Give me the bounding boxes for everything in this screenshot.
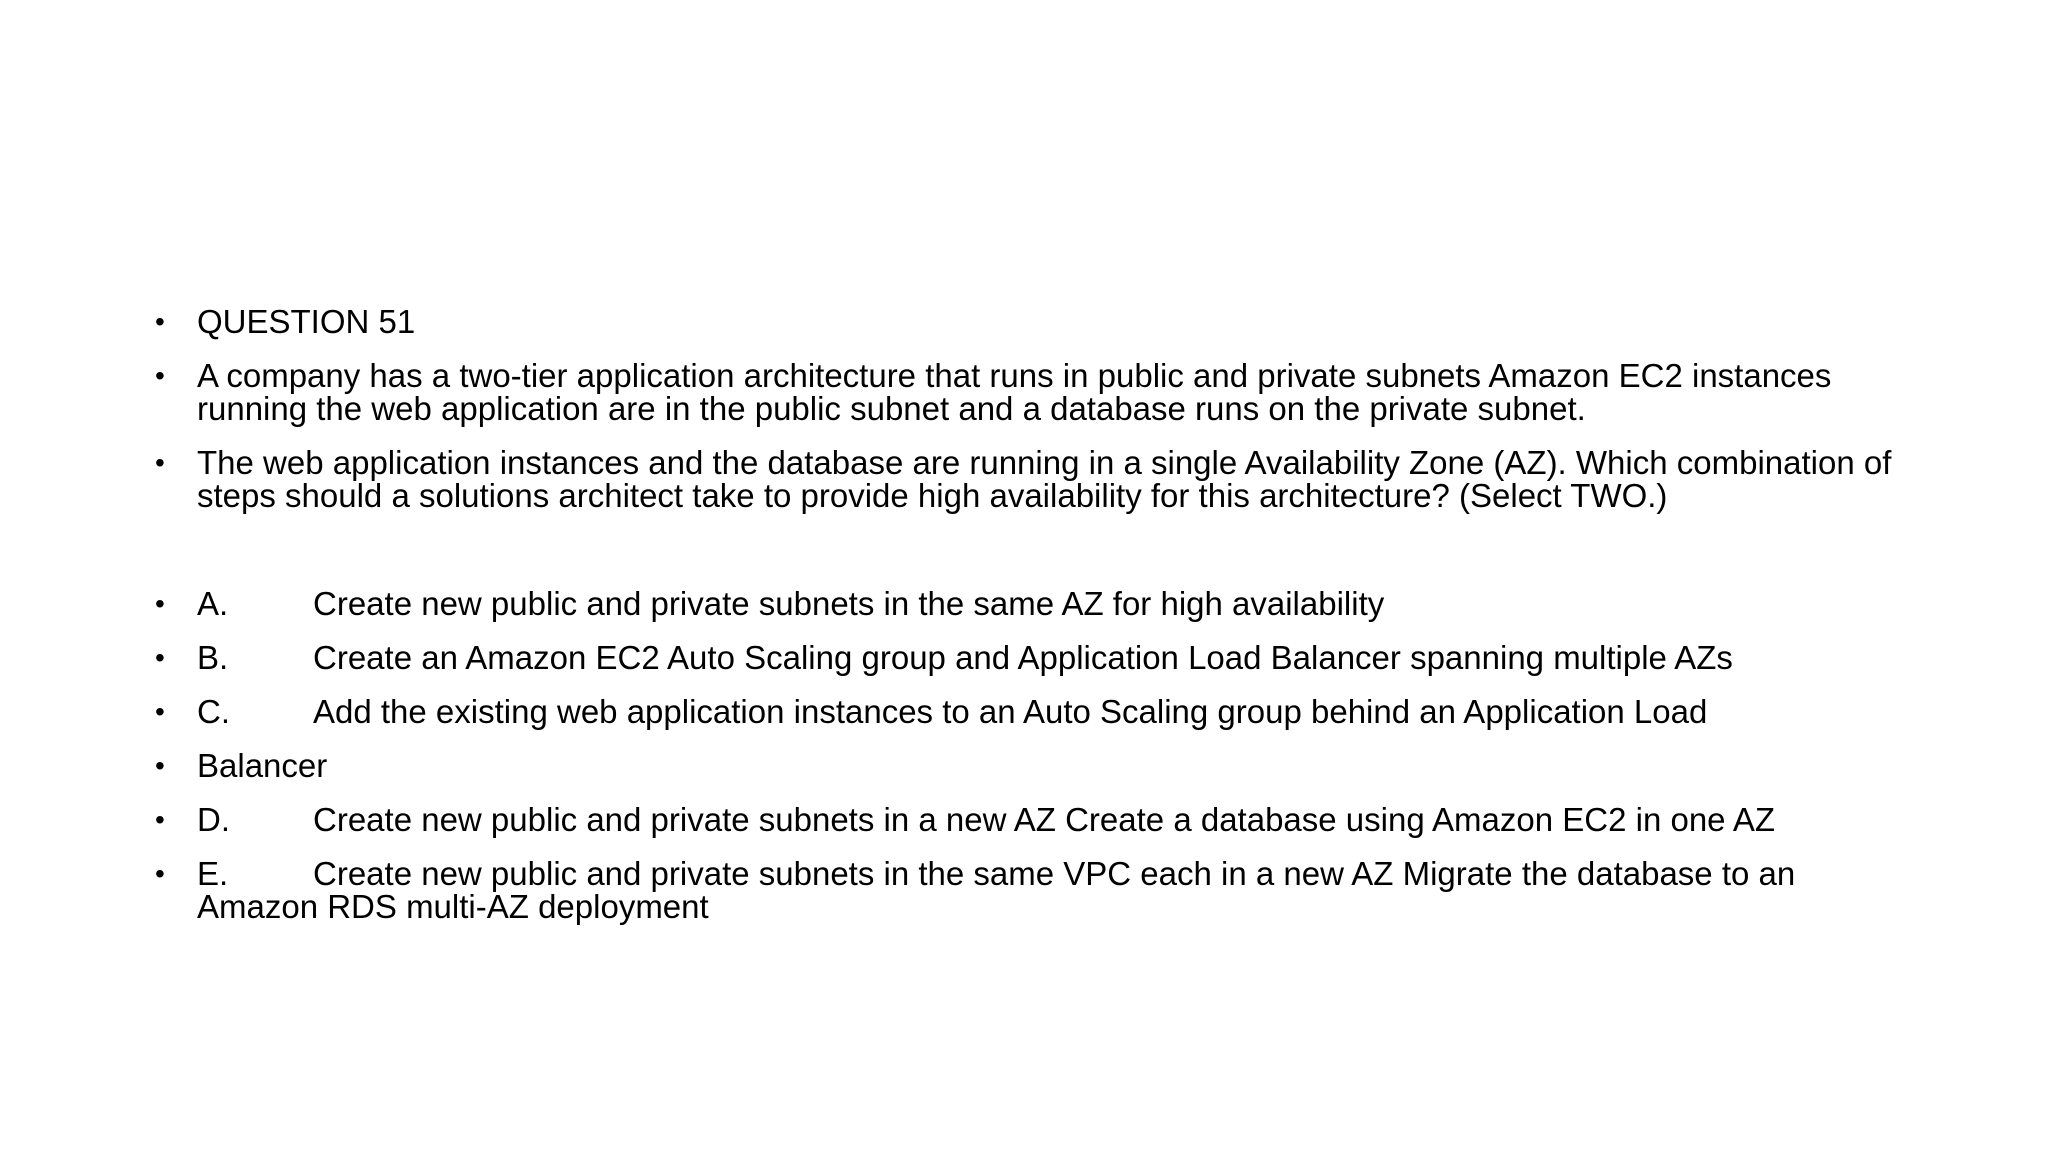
option-letter: E.: [197, 855, 229, 892]
question-paragraph-1: [150, 359, 1910, 425]
option-text: Create new public and private subnets in the same VPC each in a new AZ Migrate the database to an Amazon RDS multi-AZ deployment: [197, 855, 1796, 925]
question-number-item: [150, 305, 1910, 338]
question-text: The web application instances and the database are running in a single Availability Zone (AZ). Which combination of steps should a solutions architect take to provide high availability for this architecture? (Select TWO.): [197, 444, 1892, 514]
option-e: [150, 857, 1910, 923]
option-letter: C.: [197, 693, 230, 730]
bullet-list: [150, 305, 1910, 923]
bullet-icon: •: [155, 696, 165, 727]
bullet-icon: •: [155, 804, 165, 835]
bullet-icon: •: [155, 447, 165, 478]
bullet-icon: •: [155, 750, 165, 781]
option-a: [150, 587, 1910, 620]
slide-content: [150, 305, 1910, 923]
question-text: A company has a two-tier application architecture that runs in public and private subnets Amazon EC2 instances running the web application are in the public subnet and a database runs on the private subnet.: [197, 357, 1832, 427]
bullet-icon: •: [155, 360, 165, 391]
option-c: [150, 695, 1910, 728]
bullet-icon: •: [155, 858, 165, 889]
option-letter: B.: [197, 639, 229, 676]
option-text: Create an Amazon EC2 Auto Scaling group and Application Load Balancer spanning multiple AZs: [313, 639, 1733, 676]
option-text: Create new public and private subnets in a new AZ Create a database using Amazon EC2 in one AZ: [313, 801, 1776, 838]
bullet-icon: •: [155, 642, 165, 673]
option-c-continuation: [150, 749, 1910, 782]
bullet-icon: •: [155, 306, 165, 337]
option-text: Add the existing web application instances to an Auto Scaling group behind an Application Load: [313, 693, 1708, 730]
question-paragraph-2: [150, 446, 1910, 512]
option-letter: A.: [197, 585, 229, 622]
option-letter: D.: [197, 801, 230, 838]
question-number: QUESTION 51: [197, 303, 416, 340]
option-text: Balancer: [197, 747, 328, 784]
option-text: Create new public and private subnets in the same AZ for high availability: [313, 585, 1385, 622]
bullet-icon: •: [155, 588, 165, 619]
option-b: [150, 641, 1910, 674]
option-d: [150, 803, 1910, 836]
